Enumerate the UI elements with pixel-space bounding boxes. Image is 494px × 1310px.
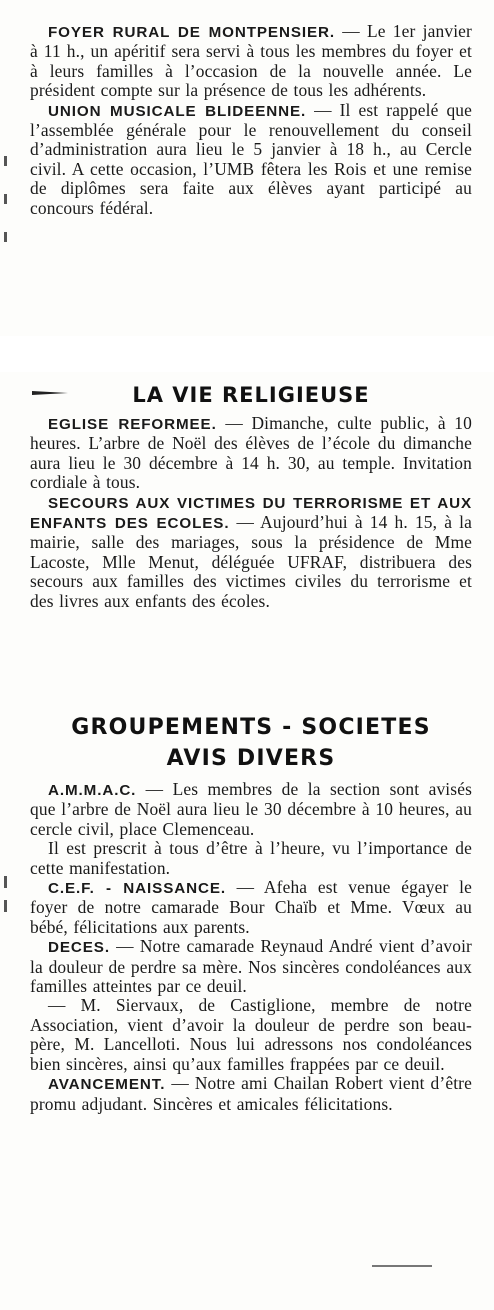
religious-notices bbox=[30, 414, 472, 611]
print-rule bbox=[372, 1265, 432, 1267]
notice-eglise-reformee bbox=[30, 414, 472, 493]
notice-lead: EGLISE REFORMEE. bbox=[48, 416, 217, 433]
notice-body: — Le 1er janvier à 11 h., un apéritif sera servi à tous les membres du foyer et à leurs familles à l’occasion de la nouvelle année. Le président compte sur la présence de tous les adhérents. bbox=[30, 21, 472, 101]
notice-lead: C.E.F. - NAISSANCE. bbox=[48, 880, 226, 898]
notice-foyer-rural bbox=[30, 22, 472, 101]
notice-body: — Dimanche, culte public, à 10 heures. L’arbre de Noël des élèves de l’école du dimanche aura lieu le 30 décembre à 14 h. 30, au temple. Invitation cordiale à tous. bbox=[30, 413, 472, 493]
notice-lead: UNION MUSICALE BLIDEENNE. bbox=[48, 102, 307, 120]
top-notices bbox=[30, 22, 472, 218]
notice-union-musicale bbox=[30, 101, 472, 218]
notice-secours-victimes bbox=[30, 493, 472, 611]
notice-avancement bbox=[30, 1074, 472, 1114]
margin-mark bbox=[4, 900, 7, 912]
notice-lead: A.M.M.A.C. bbox=[48, 782, 137, 799]
margin-mark bbox=[4, 876, 7, 888]
notice-lead: FOYER RURAL DE MONTPENSIER. bbox=[48, 24, 335, 41]
notice-lead: AVANCEMENT. bbox=[48, 1076, 166, 1094]
section-heading-groups bbox=[30, 712, 472, 774]
notice-body: Il est prescrit à tous d’être à l’heure, vu l’importance de cette manifestation. bbox=[30, 838, 472, 878]
notice-lead: SECOURS AUX VICTIMES DU TERRORISME ET AUX ENFANTS DES ECOLES. bbox=[30, 494, 472, 533]
margin-mark bbox=[4, 194, 7, 204]
notice-body: — Notre ami Chailan Robert vient d’être promu adjudant. Sincères et amicales félicitations. bbox=[30, 1073, 472, 1114]
notice-body: — Notre camarade Reynaud André vient d’avoir la douleur de perdre sa mère. Nos sincères condoléances aux familles atteintes par ce deuil. bbox=[30, 936, 472, 997]
notice-body: — Afeha est venue égayer le foyer de notre camarade Bour Chaïb et Mme. Vœux au bébé, félicitations aux parents. bbox=[30, 877, 472, 937]
column-gap bbox=[0, 336, 494, 372]
heading-line: AVIS DIVERS bbox=[166, 746, 336, 771]
notice-ammac-continued bbox=[30, 839, 472, 878]
notice-deces bbox=[30, 937, 472, 996]
notice-ammac bbox=[30, 780, 472, 839]
margin-mark bbox=[4, 156, 7, 166]
notice-cef-naissance bbox=[30, 878, 472, 937]
notice-body: — Il est rappelé que l’assemblée générale pour le renouvellement du conseil d’administration aura lieu le 5 janvier à 18 h., au Cercle civil. A cette occasion, l’UMB fêtera les Rois et une remise de diplômes sera faite aux élèves ayant participé au concours fédéral. bbox=[30, 99, 473, 218]
margin-mark bbox=[4, 232, 7, 242]
notice-lead: DECES. bbox=[48, 939, 110, 957]
notice-deces-siervaux bbox=[30, 996, 472, 1074]
section-heading-religious: LA VIE RELIGIEUSE bbox=[132, 383, 370, 407]
notice-body: — Aujourd’hui à 14 h. 15, à la mairie, salle des mariages, sous la présidence de Mme Lacoste, Mlle Menut, déléguée UFRAF, distribuera des secours aux familles des victimes civiles du terrorisme et des livres aux enfants des écoles. bbox=[30, 512, 472, 611]
group-notices bbox=[30, 780, 472, 1114]
notice-body: — Les membres de la section sont avisés que l’arbre de Noël aura lieu le 30 décembre à 10 heures, au cercle civil, place Clemenceau. bbox=[30, 779, 472, 839]
notice-body: — M. Siervaux, de Castiglione, membre de notre Association, vient d’avoir la douleur de perdre son beau-père, M. Lancelloti. Nous lui adressons nos condoléances bien sincères, ainsi qu’aux familles frappées par ce deuil. bbox=[30, 995, 472, 1074]
heading-line: GROUPEMENTS - SOCIETES bbox=[71, 715, 431, 740]
